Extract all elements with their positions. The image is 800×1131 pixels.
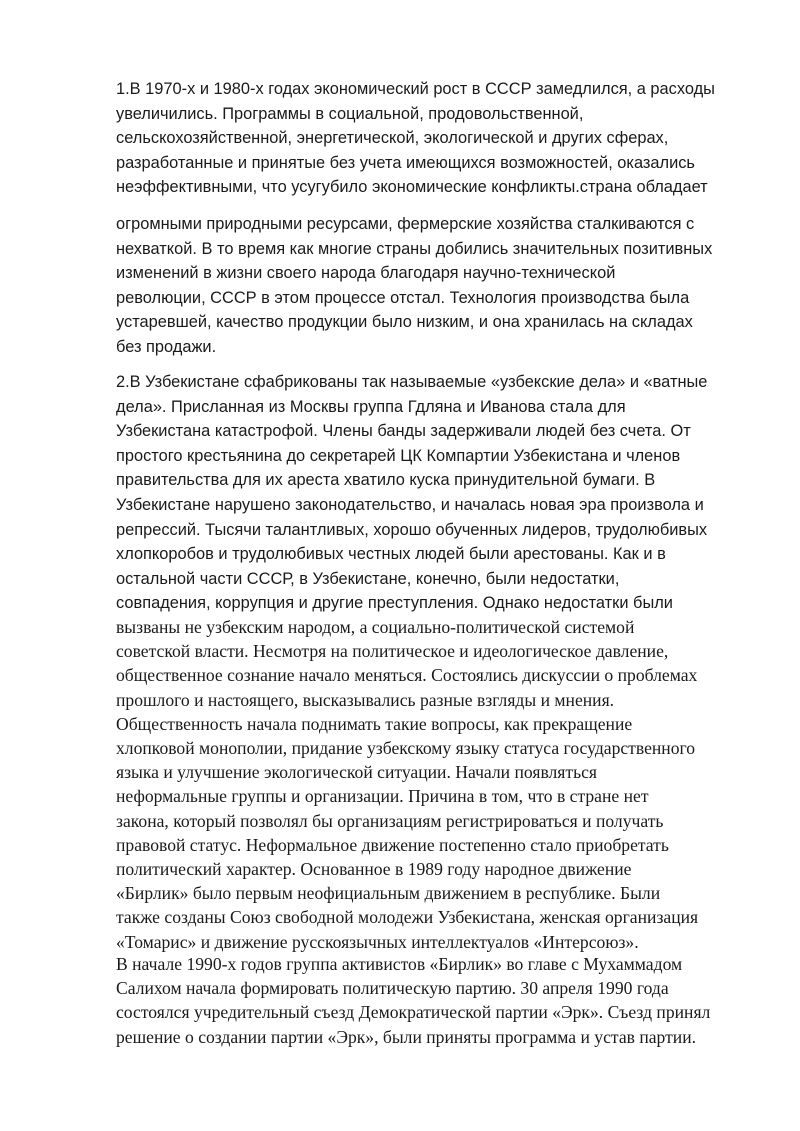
text-line: прошлого и настоящего, высказывались разные взгляды и мнения. [116,689,615,710]
text-line: сельскохозяйственной, энергетической, экологической и других сферах, [116,129,669,148]
paragraph-3-part-2 [116,615,746,954]
text-line: «Бирлик» было первым неофициальным движением в республике. Были [116,883,661,904]
text-line: В начале 1990-х годов группа активистов «Бирлик» во главе с Мухаммадом [116,954,683,974]
text-line: Узбекистане нарушено законодательство, и началась новая эра произвола и [116,495,704,514]
text-line: Салихом начала формировать политическую партию. 30 апреля 1990 года [116,978,669,999]
text-line: политический характер. Основанное в 1989 году народное движение [116,859,632,880]
text-line: совпадения, коррупция и другие преступления. Однако недостатки были [116,594,673,613]
text-line: решение о создании партии «Эрк», были приняты программа и устав партии. [116,1026,697,1047]
text-line: революции, СССР в этом процессе отстал. Технология производства была [116,288,690,307]
text-line: вызваны не узбекским народом, а социально-политической системой [116,617,635,637]
paragraph-3-part-1 [116,370,746,616]
paragraph-2 [116,212,746,360]
text-line: устаревшей, качество продукции было низким, и она хранилась на складах [116,313,693,332]
text-line: 2.В Узбекистане сфабрикованы так называемые «узбекские дела» и «ватные [116,373,708,391]
text-line: нехваткой. В то время как многие страны добились значительных позитивных [116,239,713,258]
text-line: разработанные и принятые без учета имеющихся возможностей, оказались [116,153,695,172]
text-line: закона, который позволял бы организациям регистрироваться и получать [116,810,664,831]
text-line: правительства для их ареста хватило куска принудительной бумаги. В [116,471,656,490]
text-line: правовой статус. Неформальное движение постепенно стало приобретать [116,834,669,855]
text-line: неэффективными, что усугубило экономические конфликты.страна обладает [116,178,708,197]
paragraph-1 [116,77,746,200]
text-line: Узбекистана катастрофой. Члены банды задерживали людей без счета. От [116,422,691,441]
text-line: хлопкоробов и трудолюбивых честных людей были арестованы. Как и в [116,545,666,564]
text-line: также созданы Союз свободной молодежи Узбекистана, женская организация [116,907,699,928]
text-line: общественное сознание начало меняться. Состоялись дискуссии о проблемах [116,665,698,686]
text-line: языка и улучшение экологической ситуации. Начали появляться [116,762,598,783]
text-line: репрессий. Тысячи талантливых, хорошо обученных лидеров, трудолюбивых [116,520,708,539]
text-line: увеличились. Программы в социальной, продовольственной, [116,104,584,123]
text-line: огромными природными ресурсами, фермерские хозяйства сталкиваются с [116,215,695,233]
text-line: простого крестьянина до секретарей ЦК Компартии Узбекистана и членов [116,446,681,465]
text-line: хлопковой монополии, придание узбекскому языку статуса государственного [116,738,696,759]
text-line: изменений в жизни своего народа благодаря научно-технической [116,264,616,283]
text-line: без продажи. [116,337,217,356]
text-line: советской власти. Несмотря на политическое и идеологическое давление, [116,641,669,662]
text-line: дела». Присланная из Москвы группа Гдляна и Иванова стала для [116,397,626,416]
text-line: неформальные группы и организации. Причина в том, что в стране нет [116,786,649,807]
text-line: Общественность начала поднимать такие вопросы, как прекращение [116,713,633,734]
text-line: состоялся учредительный съезд Демократической партии «Эрк». Съезд принял [116,1002,711,1023]
paragraph-4 [116,952,746,1049]
text-line: 1.В 1970-х и 1980-х годах экономический рост в СССР замедлился, а расходы [116,80,715,98]
text-line: «Томарис» и движение русскоязычных интеллектуалов «Интерсоюз». [116,931,639,952]
text-line: остальной части СССР, в Узбекистане, конечно, были недостатки, [116,569,620,588]
